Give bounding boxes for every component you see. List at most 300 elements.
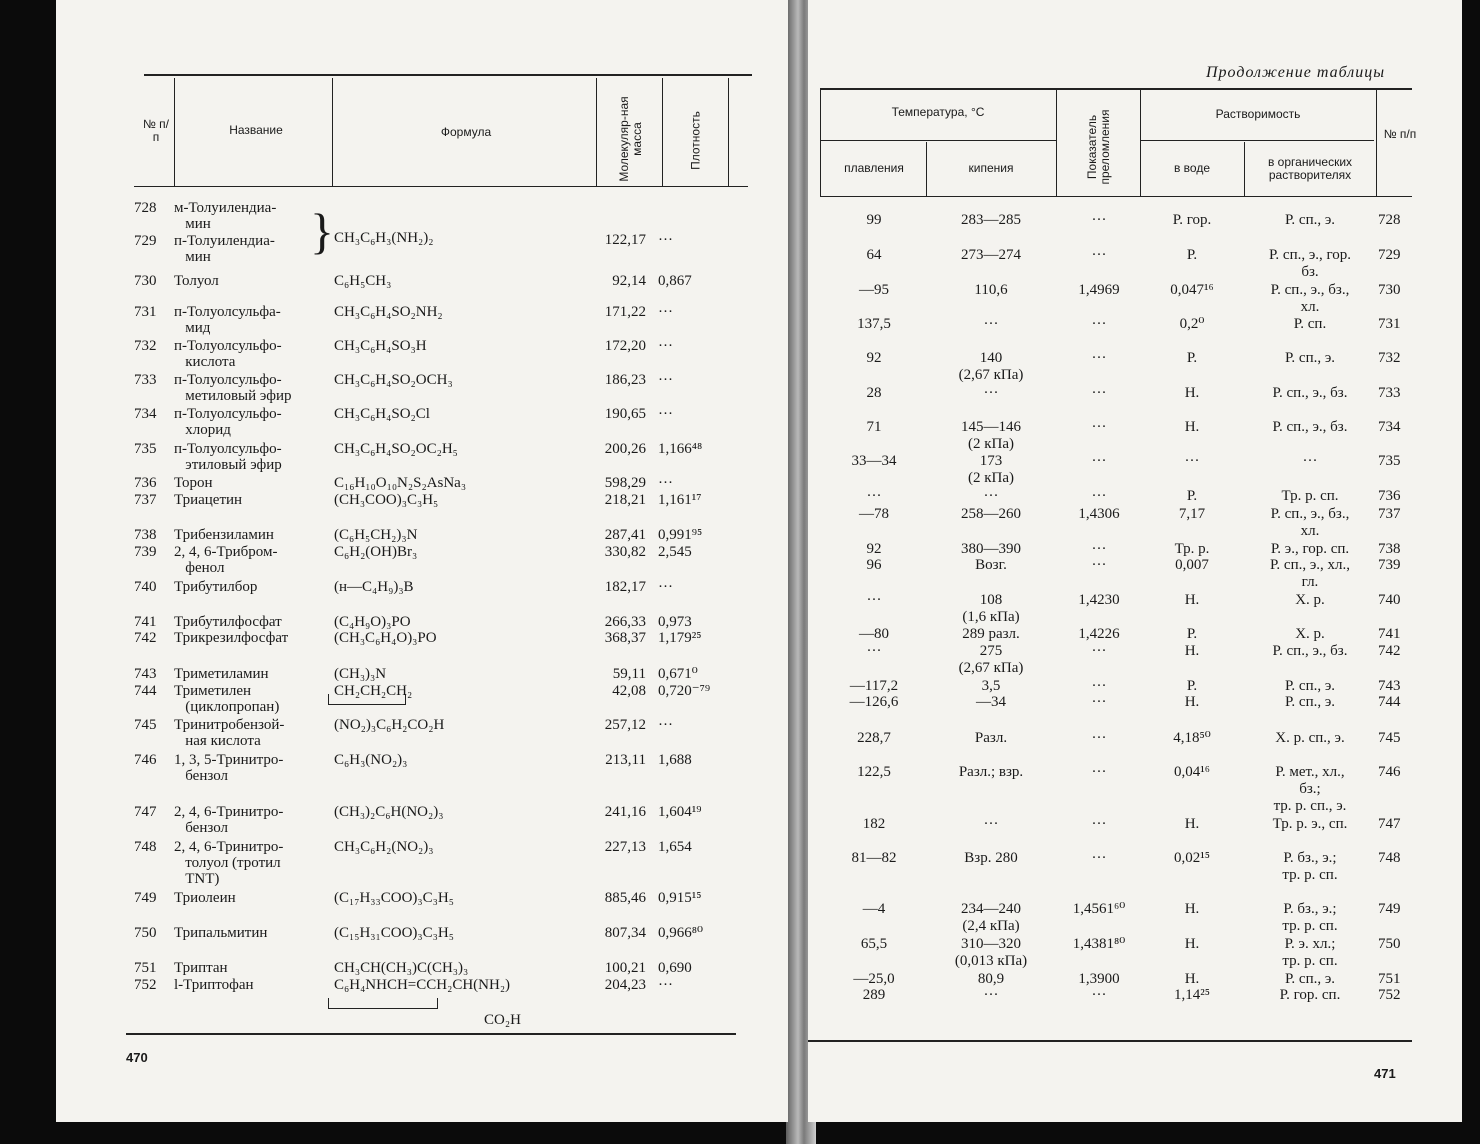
water-solubility: Н. xyxy=(1184,901,1200,917)
organic-solubility: Тр. р. э., сп. xyxy=(1272,816,1348,832)
right-page xyxy=(808,0,1462,1122)
boiling-point: 275 (2,67 кПа) xyxy=(958,643,1024,676)
refractive-index: 1,4969 xyxy=(1078,282,1120,298)
melting-point: 122,5 xyxy=(857,764,891,780)
formula: CH₃C₆H₄SO₂NH₂ xyxy=(334,304,443,320)
row-number: 739 xyxy=(1378,557,1401,573)
row-number: 744 xyxy=(134,683,157,699)
density: 0,973 xyxy=(658,614,692,630)
organic-solubility: Р. э. хл.; тр. р. сп. xyxy=(1282,936,1338,969)
row-number: 751 xyxy=(1378,971,1401,987)
page-number-right: 471 xyxy=(1374,1066,1396,1081)
density: ··· xyxy=(658,372,673,388)
water-solubility: 0,2⁰ xyxy=(1179,316,1205,332)
table-top-rule xyxy=(144,74,752,76)
molecular-mass: 213,11 xyxy=(605,752,646,768)
refractive-index: 1,4226 xyxy=(1078,626,1120,642)
water-solubility: Н. xyxy=(1184,643,1200,659)
density: 0,991⁹⁵ xyxy=(658,527,703,543)
water-solubility: Н. xyxy=(1184,592,1200,608)
refractive-index: 1,4561⁶⁰ xyxy=(1072,901,1126,917)
header-water: в воде xyxy=(1173,161,1211,175)
row-number: 745 xyxy=(134,717,157,733)
refractive-index: 1,4381⁸⁰ xyxy=(1072,936,1126,952)
substance-name: 2, 4, 6-Трибром- фенол xyxy=(174,544,278,576)
row-number: 744 xyxy=(1378,694,1401,710)
substance-name: Трибензиламин xyxy=(174,527,274,543)
header-num: № п/п xyxy=(142,117,170,144)
melting-point: —117,2 xyxy=(849,678,899,694)
row-number: 729 xyxy=(134,233,157,249)
water-solubility: Н. xyxy=(1184,971,1200,987)
water-solubility: 4,18⁵⁰ xyxy=(1173,730,1211,746)
row-number: 738 xyxy=(1378,541,1401,557)
row-number: 752 xyxy=(134,977,157,993)
molecular-mass: 266,33 xyxy=(604,614,646,630)
formula: (н—C₄H₉)₃B xyxy=(334,579,414,595)
formula: C₆H₂(OH)Br₃ xyxy=(334,544,418,560)
water-solubility: Н. xyxy=(1184,816,1200,832)
row-number: 750 xyxy=(134,925,157,941)
density: 2,545 xyxy=(658,544,692,560)
melting-point: —126,6 xyxy=(849,694,899,710)
melting-point: —25,0 xyxy=(853,971,895,987)
formula: CH₃C₆H₂(NO₂)₃ xyxy=(334,839,434,855)
row-number: 747 xyxy=(134,804,157,820)
molecular-mass: 368,37 xyxy=(604,630,646,646)
row-number: 730 xyxy=(134,273,157,289)
melting-point: —4 xyxy=(862,901,886,917)
water-solubility: Н. xyxy=(1184,694,1200,710)
molecular-mass: 241,16 xyxy=(604,804,646,820)
substance-name: Триолеин xyxy=(174,890,236,906)
water-solubility: 7,17 xyxy=(1178,506,1206,522)
substance-name: 2, 4, 6-Тринитро- толуол (тротил TNT) xyxy=(174,839,284,887)
organic-solubility: Р. бз., э.; тр. р. сп. xyxy=(1282,850,1338,883)
molecular-mass: 227,13 xyxy=(604,839,646,855)
melting-point: 289 xyxy=(862,987,886,1003)
formula: CH₃C₆H₄SO₂OCH₃ xyxy=(334,372,453,388)
refractive-index: ··· xyxy=(1091,316,1107,332)
density: 1,179²⁵ xyxy=(658,630,702,646)
formula: C₆H₅CH₃ xyxy=(334,273,392,289)
water-solubility: Р. xyxy=(1186,350,1198,366)
row-number: 743 xyxy=(134,666,157,682)
formula: (CH₃)₃N xyxy=(334,666,387,682)
formula: (C₆H₅CH₂)₃N xyxy=(334,527,418,543)
formula: C₆H₃(NO₂)₃ xyxy=(334,752,408,768)
row-number: 731 xyxy=(1378,316,1401,332)
molecular-mass: 171,22 xyxy=(604,304,646,320)
substance-name: п-Толуолсульфо- хлорид xyxy=(174,406,282,438)
organic-solubility: Тр. р. сп. xyxy=(1281,488,1339,504)
row-number: 734 xyxy=(134,406,157,422)
water-solubility: 0,04¹⁶ xyxy=(1174,764,1210,780)
refractive-index: 1,4230 xyxy=(1078,592,1120,608)
table-bottom-rule xyxy=(126,1033,736,1035)
water-solubility: ··· xyxy=(1184,453,1200,469)
melting-point: —95 xyxy=(859,282,889,298)
header-mass: Молекуляр-ная масса xyxy=(617,96,644,182)
melting-point: 81—82 xyxy=(851,850,897,866)
water-solubility: Тр. р. xyxy=(1174,541,1210,557)
formula: C₁₆H₁₀O₁₀N₂S₂AsNa₃ xyxy=(334,475,467,491)
water-solubility: Р. xyxy=(1186,626,1198,642)
boiling-point: 110,6 xyxy=(974,282,1008,298)
molecular-mass: 172,20 xyxy=(604,338,646,354)
row-number: 750 xyxy=(1378,936,1401,952)
row-number: 746 xyxy=(134,752,157,768)
header-formula: Формула xyxy=(440,125,492,139)
substance-name: п-Толуилендиа- мин xyxy=(174,233,275,265)
formula: (C₄H₉O)₃PO xyxy=(334,614,411,630)
refractive-index: ··· xyxy=(1091,694,1107,710)
density: ··· xyxy=(658,232,673,248)
refractive-index: ··· xyxy=(1091,850,1107,866)
molecular-mass: 885,46 xyxy=(604,890,646,906)
organic-solubility: Р. сп., э. xyxy=(1284,694,1336,710)
organic-solubility: Р. сп., э., бз. xyxy=(1272,385,1348,401)
density: 1,688 xyxy=(658,752,692,768)
melting-point: 137,5 xyxy=(857,316,891,332)
row-number: 738 xyxy=(134,527,157,543)
molecular-mass: 257,12 xyxy=(604,717,646,733)
density: 1,654 xyxy=(658,839,692,855)
boiling-point: ··· xyxy=(983,316,999,332)
row-number: 749 xyxy=(1378,901,1401,917)
density: ··· xyxy=(658,977,673,993)
refractive-index: ··· xyxy=(1091,987,1107,1003)
melting-point: 71 xyxy=(866,419,882,435)
formula: CH₃C₆H₄SO₂Cl xyxy=(334,406,430,422)
boiling-point: 289 разл. xyxy=(962,626,1020,642)
organic-solubility: Р. сп., э. xyxy=(1284,971,1336,987)
row-number: 728 xyxy=(134,200,157,216)
row-number: 737 xyxy=(1378,506,1401,522)
substance-name: п-Толуолсульфо- этиловый эфир xyxy=(174,441,282,473)
substance-name: Трибутилбор xyxy=(174,579,258,595)
page-number-left: 470 xyxy=(126,1050,148,1065)
left-page xyxy=(56,0,788,1122)
row-number: 742 xyxy=(1378,643,1401,659)
row-number: 746 xyxy=(1378,764,1401,780)
molecular-mass: 122,17 xyxy=(604,232,646,248)
boiling-point: ··· xyxy=(983,987,999,1003)
refractive-index: ··· xyxy=(1091,419,1107,435)
substance-name: м-Толуилендиа- мин xyxy=(174,200,277,232)
boiling-point: 145—146 (2 кПа) xyxy=(961,419,1021,452)
molecular-mass: 190,65 xyxy=(604,406,646,422)
water-solubility: 1,14²⁵ xyxy=(1174,987,1210,1003)
melting-point: 96 xyxy=(866,557,882,573)
row-number: 748 xyxy=(1378,850,1401,866)
refractive-index: ··· xyxy=(1091,212,1107,228)
density: 0,720⁻⁷⁹ xyxy=(658,683,711,699)
row-number: 728 xyxy=(1378,212,1401,228)
melting-point: 65,5 xyxy=(860,936,888,952)
formula: CH₃C₆H₃(NH₂)₂ xyxy=(334,230,434,246)
row-number: 742 xyxy=(134,630,157,646)
header-melting: плавления xyxy=(844,161,904,175)
boiling-point: 380—390 xyxy=(961,541,1021,557)
density: 0,966⁸⁰ xyxy=(658,925,703,941)
formula: (CH₃C₆H₄O)₃PO xyxy=(334,630,437,646)
boiling-point: 258—260 xyxy=(961,506,1021,522)
organic-solubility: Р. сп., э. xyxy=(1284,678,1336,694)
boiling-point: ··· xyxy=(983,385,999,401)
organic-solubility: Р. сп., э., бз., хл. xyxy=(1270,506,1350,539)
melting-point: 182 xyxy=(862,816,886,832)
row-number: 745 xyxy=(1378,730,1401,746)
formula: CH₂CH₂CH₂ xyxy=(334,683,413,699)
substance-name: Трикрезилфосфат xyxy=(174,630,289,646)
header-temperature: Температура, °С xyxy=(891,105,985,119)
row-number: 732 xyxy=(1378,350,1401,366)
melting-point: 28 xyxy=(866,385,882,401)
boiling-point: 80,9 xyxy=(977,971,1005,987)
boiling-point: 140 (2,67 кПа) xyxy=(958,350,1024,383)
substance-name: 1, 3, 5-Тринитро- бензол xyxy=(174,752,284,784)
tryptophan-co2h: CO₂H xyxy=(484,1012,521,1028)
header-refraction: Показатель преломления xyxy=(1085,109,1112,185)
molecular-mass: 204,23 xyxy=(604,977,646,993)
refractive-index: ··· xyxy=(1091,541,1107,557)
substance-name: Трипальмитин xyxy=(174,925,268,941)
row-number: 732 xyxy=(134,338,157,354)
table-top-rule xyxy=(820,88,1412,90)
boiling-point: 3,5 xyxy=(981,678,1001,694)
row-number: 743 xyxy=(1378,678,1401,694)
water-solubility: Р. xyxy=(1186,247,1198,263)
table-bottom-rule xyxy=(808,1040,1412,1042)
header-density: Плотность xyxy=(688,111,703,170)
substance-name: Триацетин xyxy=(174,492,243,508)
formula: (C₁₇H₃₃COO)₃C₃H₅ xyxy=(334,890,454,906)
row-number: 729 xyxy=(1378,247,1401,263)
row-number: 734 xyxy=(1378,419,1401,435)
organic-solubility: Х. р. сп., э. xyxy=(1275,730,1345,746)
row-number: 736 xyxy=(1378,488,1401,504)
row-number: 740 xyxy=(134,579,157,595)
formula: (NO₂)₃C₆H₂CO₂H xyxy=(334,717,445,733)
boiling-point: Взр. 280 xyxy=(964,850,1018,866)
row-number: 735 xyxy=(134,441,157,457)
boiling-point: 173 (2 кПа) xyxy=(967,453,1015,486)
refractive-index: ··· xyxy=(1091,247,1107,263)
boiling-point: ··· xyxy=(983,816,999,832)
row-number: 737 xyxy=(134,492,157,508)
substance-name: п-Толуолсульфо- метиловый эфир xyxy=(174,372,292,404)
molecular-mass: 287,41 xyxy=(604,527,646,543)
continuation-title: Продолжение таблицы xyxy=(1206,64,1386,81)
substance-name: Триптан xyxy=(174,960,228,976)
row-number: 748 xyxy=(134,839,157,855)
organic-solubility: Р. бз., э.; тр. р. сп. xyxy=(1282,901,1338,934)
row-number: 730 xyxy=(1378,282,1401,298)
melting-point: ··· xyxy=(866,488,882,504)
organic-solubility: Р. сп. xyxy=(1293,316,1327,332)
melting-point: ··· xyxy=(866,592,882,608)
water-solubility: 0,007 xyxy=(1175,557,1209,573)
boiling-point: Возг. xyxy=(975,557,1007,573)
row-number: 740 xyxy=(1378,592,1401,608)
water-solubility: Р. xyxy=(1186,488,1198,504)
water-solubility: 0,047¹⁶ xyxy=(1170,282,1214,298)
row-number: 733 xyxy=(1378,385,1401,401)
tryptophan-ring-bond xyxy=(328,998,438,1009)
organic-solubility: Р. сп., э. xyxy=(1284,212,1336,228)
density: 0,867 xyxy=(658,273,692,289)
organic-solubility: Р. сп., э., бз. xyxy=(1272,419,1348,435)
melting-point: 33—34 xyxy=(851,453,897,469)
header-num-right: № п/п xyxy=(1383,127,1417,141)
molecular-mass: 42,08 xyxy=(612,683,646,699)
organic-solubility: Р. гор. сп. xyxy=(1279,987,1341,1003)
brace-728-729: } xyxy=(310,203,334,259)
row-number: 736 xyxy=(134,475,157,491)
header-boiling: кипения xyxy=(968,161,1014,175)
boiling-point: 310—320 (0,013 кПа) xyxy=(954,936,1028,969)
organic-solubility: ··· xyxy=(1302,453,1318,469)
boiling-point: Разл. xyxy=(974,730,1008,746)
density: 0,671⁰ xyxy=(658,666,698,682)
refractive-index: ··· xyxy=(1091,730,1107,746)
row-number: 741 xyxy=(1378,626,1401,642)
row-number: 752 xyxy=(1378,987,1401,1003)
substance-name: п-Толуолсульфа- мид xyxy=(174,304,281,336)
refractive-index: ··· xyxy=(1091,385,1107,401)
organic-solubility: Р. сп., э., бз. xyxy=(1272,643,1348,659)
cyclopropane-bond xyxy=(328,694,406,705)
substance-name: l-Триптофан xyxy=(174,977,254,993)
refractive-index: 1,4306 xyxy=(1078,506,1120,522)
substance-name: Тринитробензой- ная кислота xyxy=(174,717,285,749)
header-solubility: Растворимость xyxy=(1215,107,1301,121)
header-organic: в органических растворителях xyxy=(1267,155,1353,182)
substance-name: Триметилен (циклопропан) xyxy=(174,683,280,715)
molecular-mass: 200,26 xyxy=(604,441,646,457)
density: 0,915¹⁵ xyxy=(658,890,702,906)
melting-point: 92 xyxy=(866,541,882,557)
melting-point: —78 xyxy=(859,506,889,522)
row-number: 739 xyxy=(134,544,157,560)
melting-point: 99 xyxy=(866,212,882,228)
molecular-mass: 330,82 xyxy=(604,544,646,560)
organic-solubility: Р. сп., э. xyxy=(1284,350,1336,366)
row-number: 749 xyxy=(134,890,157,906)
substance-name: Толуол xyxy=(174,273,219,289)
melting-point: —80 xyxy=(859,626,889,642)
boiling-point: 108 (1,6 кПа) xyxy=(962,592,1020,625)
refractive-index: ··· xyxy=(1091,764,1107,780)
density: 1,161¹⁷ xyxy=(658,492,702,508)
boiling-point: ··· xyxy=(983,488,999,504)
substance-name: Трибутилфосфат xyxy=(174,614,282,630)
formula: (CH₃)₂C₆H(NO₂)₃ xyxy=(334,804,444,820)
refractive-index: ··· xyxy=(1091,453,1107,469)
formula: C₆H₄NHCH=CCH₂CH(NH₂) xyxy=(334,977,511,993)
molecular-mass: 218,21 xyxy=(604,492,646,508)
organic-solubility: Р. мет., хл., бз.; тр. р. сп., э. xyxy=(1273,764,1347,814)
density: ··· xyxy=(658,304,673,320)
molecular-mass: 182,17 xyxy=(604,579,646,595)
row-number: 735 xyxy=(1378,453,1401,469)
substance-name: 2, 4, 6-Тринитро- бензол xyxy=(174,804,284,836)
density: ··· xyxy=(658,717,673,733)
density: ··· xyxy=(658,338,673,354)
density: ··· xyxy=(658,579,673,595)
formula: CH₃C₆H₄SO₃H xyxy=(334,338,427,354)
row-number: 733 xyxy=(134,372,157,388)
boiling-point: Разл.; взр. xyxy=(958,764,1024,780)
boiling-point: 273—274 xyxy=(961,247,1021,263)
melting-point: 64 xyxy=(866,247,882,263)
header-bottom-rule xyxy=(820,196,1412,197)
water-solubility: Н. xyxy=(1184,385,1200,401)
melting-point: 92 xyxy=(866,350,882,366)
formula: CH₃C₆H₄SO₂OC₂H₅ xyxy=(334,441,458,457)
boiling-point: —34 xyxy=(976,694,1006,710)
density: ··· xyxy=(658,475,673,491)
density: 1,166⁴⁸ xyxy=(658,441,703,457)
molecular-mass: 186,23 xyxy=(604,372,646,388)
melting-point: 228,7 xyxy=(857,730,891,746)
density: 0,690 xyxy=(658,960,692,976)
substance-name: п-Толуолсульфо- кислота xyxy=(174,338,282,370)
organic-solubility: Х. р. xyxy=(1295,626,1325,642)
substance-name: Триметиламин xyxy=(174,666,269,682)
refractive-index: ··· xyxy=(1091,643,1107,659)
organic-solubility: Р. сп., э., хл., гл. xyxy=(1269,557,1351,590)
density: 1,604¹⁹ xyxy=(658,804,702,820)
organic-solubility: Р. сп., э., гор. бз. xyxy=(1268,247,1352,280)
water-solubility: 0,02¹⁵ xyxy=(1174,850,1210,866)
refractive-index: ··· xyxy=(1091,678,1107,694)
row-number: 751 xyxy=(134,960,157,976)
row-number: 741 xyxy=(134,614,157,630)
row-number: 731 xyxy=(134,304,157,320)
water-solubility: Р. гор. xyxy=(1172,212,1212,228)
water-solubility: Н. xyxy=(1184,936,1200,952)
formula: (C₁₅H₃₁COO)₃C₃H₅ xyxy=(334,925,454,941)
density: ··· xyxy=(658,406,673,422)
refractive-index: ··· xyxy=(1091,557,1107,573)
molecular-mass: 59,11 xyxy=(612,666,646,682)
organic-solubility: Х. р. xyxy=(1295,592,1325,608)
molecular-mass: 807,34 xyxy=(604,925,646,941)
molecular-mass: 100,21 xyxy=(604,960,646,976)
boiling-point: 283—285 xyxy=(961,212,1021,228)
boiling-point: 234—240 (2,4 кПа) xyxy=(961,901,1021,934)
water-solubility: Н. xyxy=(1184,419,1200,435)
formula: CH₃CH(CH₃)C(CH₃)₃ xyxy=(334,960,469,976)
refractive-index: ··· xyxy=(1091,350,1107,366)
header-bottom-rule xyxy=(134,186,748,187)
organic-solubility: Р. сп., э., бз., хл. xyxy=(1270,282,1350,315)
refractive-index: 1,3900 xyxy=(1078,971,1120,987)
formula: (CH₃COO)₃C₃H₅ xyxy=(334,492,439,508)
melting-point: ··· xyxy=(866,643,882,659)
header-name: Название xyxy=(229,123,283,137)
water-solubility: Р. xyxy=(1186,678,1198,694)
refractive-index: ··· xyxy=(1091,488,1107,504)
molecular-mass: 598,29 xyxy=(604,475,646,491)
molecular-mass: 92,14 xyxy=(612,273,646,289)
substance-name: Торон xyxy=(174,475,213,491)
row-number: 747 xyxy=(1378,816,1401,832)
refractive-index: ··· xyxy=(1091,816,1107,832)
organic-solubility: Р. э., гор. сп. xyxy=(1270,541,1350,557)
